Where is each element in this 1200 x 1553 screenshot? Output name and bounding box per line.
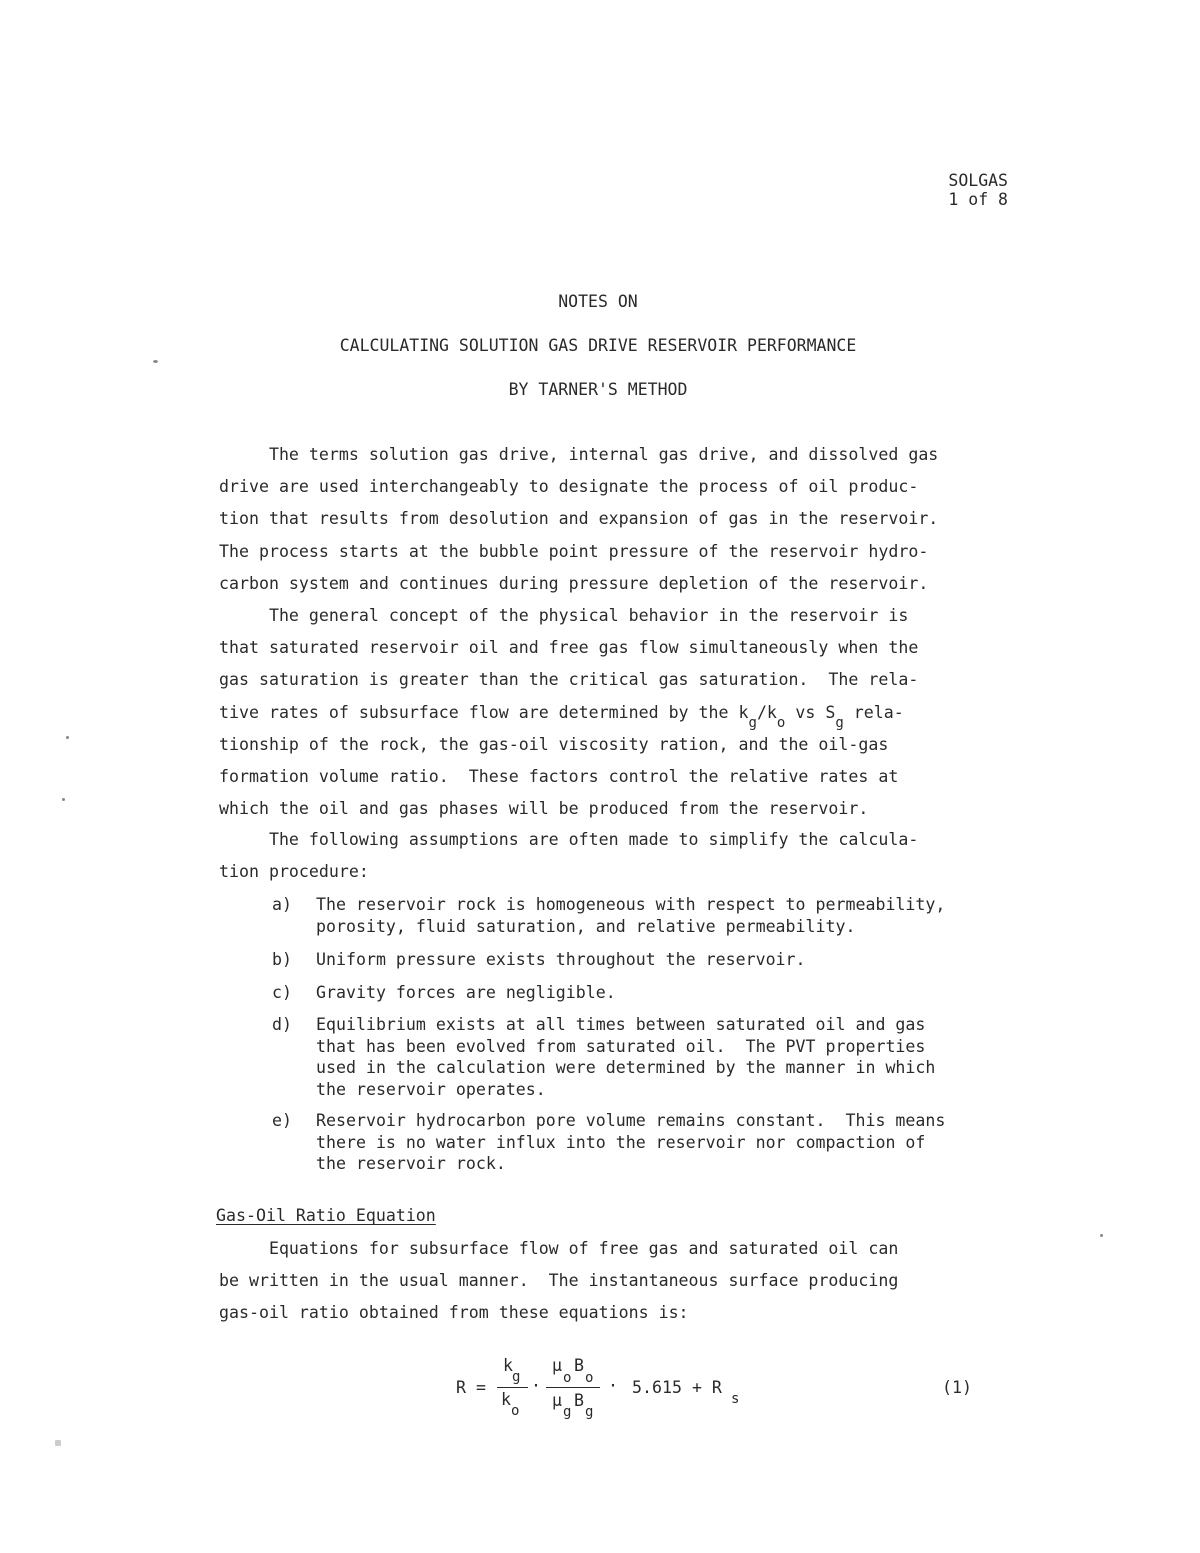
text-line: drive are used interchangeably to designate the process of oil produc-	[219, 477, 919, 497]
paragraph-intro	[219, 439, 999, 600]
text-line: The general concept of the physical behavior in the reservoir is	[219, 606, 909, 625]
text-line: porosity, fluid saturation, and relative permeability.	[316, 916, 856, 936]
text-fragment: /k	[756, 702, 777, 722]
text-line: tionship of the rock, the gas-oil viscosity ration, and the oil-gas	[219, 734, 889, 754]
scan-speck	[55, 1440, 61, 1446]
numerator-sub-o: o	[563, 1370, 572, 1386]
subscript-o: o	[776, 714, 786, 731]
paragraph-gor	[219, 1233, 999, 1330]
list-marker: d)	[272, 1015, 292, 1034]
numerator-k: k	[503, 1356, 513, 1375]
scan-speck	[1100, 1234, 1103, 1237]
denominator-mu: μ	[552, 1391, 562, 1410]
text-line: that has been evolved from saturated oil. The PVT properties	[316, 1036, 926, 1056]
scan-speck	[153, 360, 158, 363]
list-marker: e)	[272, 1111, 292, 1130]
equation-tail: 5.615 + R	[632, 1378, 722, 1397]
text-line: the reservoir operates.	[316, 1079, 546, 1099]
fraction-bar	[546, 1387, 600, 1388]
multiply-dot: ·	[531, 1376, 541, 1395]
text-line: used in the calculation were determined by the manner in which	[316, 1058, 936, 1077]
denominator-sub-o: o	[511, 1403, 520, 1419]
list-marker: a)	[272, 895, 292, 914]
multiply-dot: ·	[608, 1376, 618, 1395]
paragraph-assumptions-intro	[219, 824, 999, 888]
text-line: Gravity forces are negligible.	[316, 983, 616, 1002]
numerator-B: B	[574, 1356, 584, 1375]
text-line: the reservoir rock.	[316, 1154, 506, 1173]
denominator-sub-g: g	[563, 1404, 572, 1420]
text-line: carbon system and continues during pressure depletion of the reservoir.	[219, 573, 929, 593]
denominator-B: B	[574, 1391, 584, 1410]
doc-code: SOLGAS	[948, 171, 1008, 190]
title-line-1: NOTES ON	[558, 292, 638, 311]
text-line: Equilibrium exists at all times between saturated oil and gas	[316, 1015, 926, 1034]
page-number: 1 of 8	[948, 190, 1008, 209]
title-line-2: CALCULATING SOLUTION GAS DRIVE RESERVOIR PERFORMANCE	[339, 336, 857, 355]
scan-speck	[66, 736, 69, 739]
numerator-sub-g: g	[512, 1369, 521, 1385]
text-line-with-subscripts	[219, 697, 999, 729]
text-fragment: tive rates of subsurface flow are determined by the k	[219, 702, 749, 722]
text-line: The terms solution gas drive, internal gas drive, and dissolved gas	[219, 445, 939, 464]
denominator-k: k	[501, 1390, 511, 1409]
denominator-sub-g: g	[585, 1404, 594, 1420]
text-line: be written in the usual manner. The instantaneous surface producing	[219, 1271, 899, 1291]
list-marker: c)	[272, 983, 292, 1002]
text-line: that saturated reservoir oil and free gas flow simultaneously when the	[219, 638, 919, 658]
title-line-3: BY TARNER'S METHOD	[508, 380, 688, 399]
fraction-bar	[497, 1387, 528, 1388]
text-line: tion procedure:	[219, 862, 369, 882]
text-line: Reservoir hydrocarbon pore volume remains constant. This means	[316, 1111, 946, 1130]
equation-lhs: R =	[456, 1378, 486, 1397]
section-heading: Gas-Oil Ratio Equation	[216, 1206, 436, 1225]
text-line: The following assumptions are often made to simplify the calcula-	[219, 830, 919, 849]
tail-sub-s: s	[731, 1391, 740, 1407]
text-line: which the oil and gas phases will be produced from the reservoir.	[219, 799, 869, 819]
text-line: gas saturation is greater than the critical gas saturation. The rela-	[219, 670, 919, 690]
text-line: tion that results from desolution and expansion of gas in the reservoir.	[219, 509, 939, 529]
numerator-sub-o: o	[585, 1370, 594, 1386]
text-fragment: rela-	[843, 702, 904, 722]
list-marker: b)	[272, 950, 292, 969]
scan-speck	[62, 798, 65, 801]
text-line: formation volume ratio. These factors control the relative rates at	[219, 766, 899, 786]
subscript-g: g	[835, 714, 844, 731]
text-line: The process starts at the bubble point pressure of the reservoir hydro-	[219, 541, 929, 561]
paragraph-concept	[219, 600, 999, 825]
text-line: Equations for subsurface flow of free gas and saturated oil can	[219, 1239, 899, 1258]
text-line: gas-oil ratio obtained from these equations is:	[219, 1303, 689, 1323]
text-line: there is no water influx into the reservoir nor compaction of	[316, 1132, 926, 1152]
subscript-g: g	[748, 714, 757, 731]
equation-number: (1)	[942, 1378, 972, 1397]
text-line: The reservoir rock is homogeneous with respect to permeability,	[316, 895, 946, 914]
text-fragment: vs S	[785, 702, 836, 722]
numerator-mu: μ	[552, 1356, 562, 1375]
text-line: Uniform pressure exists throughout the reservoir.	[316, 950, 806, 969]
